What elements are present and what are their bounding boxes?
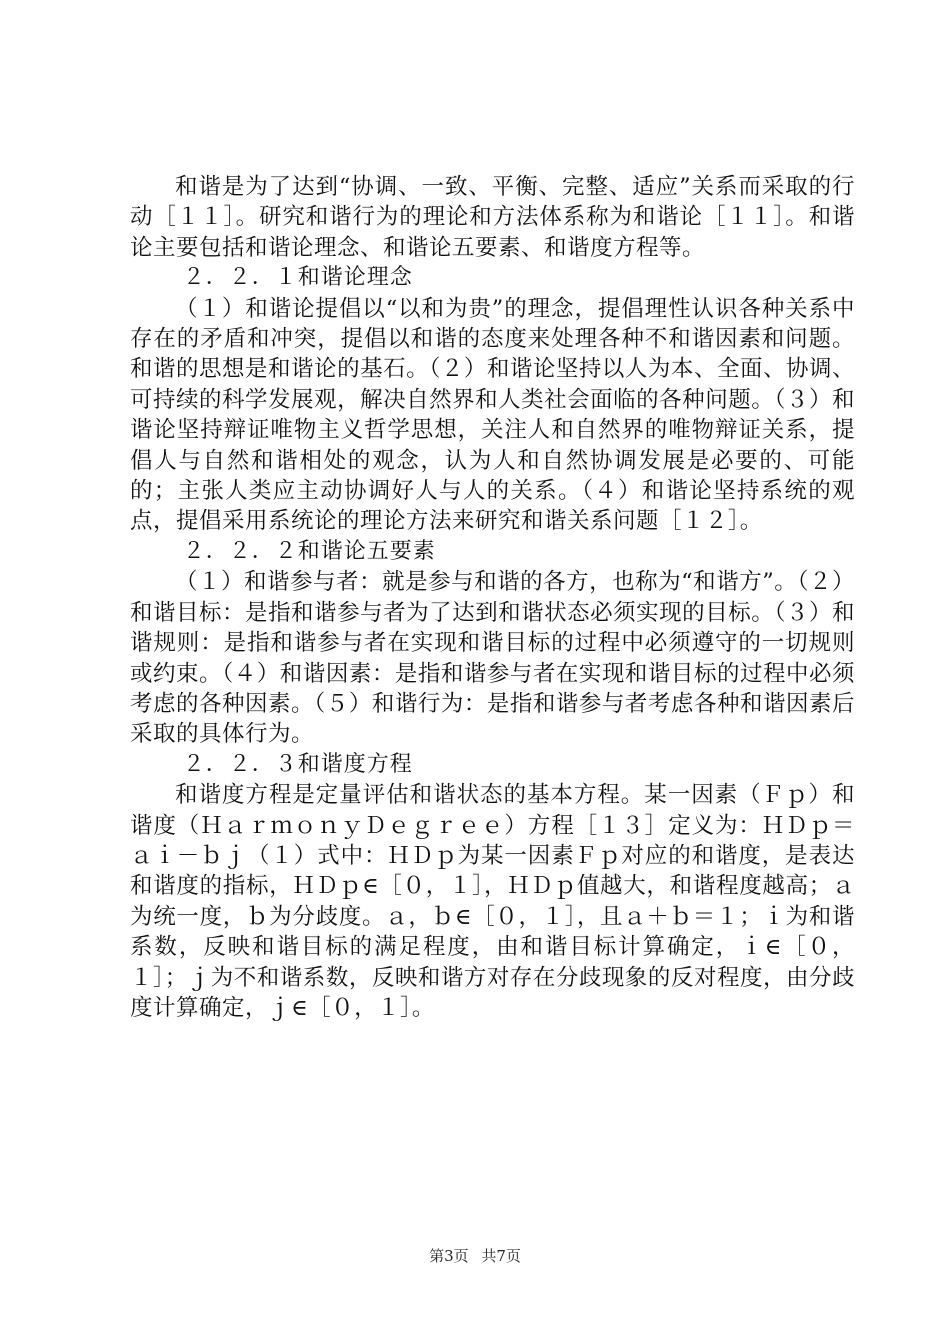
paragraph-harmony-equation: 和谐度方程是定量评估和谐状态的基本方程。某一因素（Ｆｐ）和谐度（ＨａｒｍｏｎｙＤｅｇｒｅｅ）方程［１３］定义为：ＨＤｐ＝ａｉ－ｂｊ（１）式中：ＨＤｐ为某一因素Ｆｐ对应的和谐度，是表达和谐度的指标，ＨＤｐ∈［０，１］，ＨＤｐ值越大，和谐程度越高；ａ为统一度，ｂ为分歧度。ａ，ｂ∈［０，１］，且ａ＋ｂ＝１；ｉ为和谐系数，反映和谐目标的满足程度，由和谐目标计算确定，ｉ∈［０，１］；ｊ为不和谐系数，反映和谐方对存在分歧现象的反对程度，由分歧度计算确定，ｊ∈［０，１］。 — [130, 782, 855, 1021]
section-heading-2-2-2: ２．２．２和谐论五要素 — [182, 538, 436, 564]
page-footer — [0, 1245, 950, 1266]
paragraph-intro: 和谐是为了达到“协调、一致、平衡、完整、适应”关系而采取的行动［１１］。研究和谐行为的理论和方法体系称为和谐论［１１］。和谐论主要包括和谐论理念、和谐论五要素、和谐度方程等。 — [130, 174, 855, 261]
page-number-total: 共7页 — [481, 1247, 521, 1265]
document-body — [130, 172, 855, 1023]
section-heading-2-2-3: ２．２．３和谐度方程 — [182, 751, 413, 777]
section-heading-2-2-1: ２．２．１和谐论理念 — [182, 265, 413, 291]
paragraph-philosophy: （１）和谐论提倡以“以和为贵”的理念，提倡理性认识各种关系中存在的矛盾和冲突，提倡以和谐的态度来处理各种不和谐因素和问题。和谐的思想是和谐论的基石。（２）和谐论坚持以人为本、全面、协调、可持续的科学发展观，解决自然界和人类社会面临的各种问题。（３）和谐论坚持辩证唯物主义哲学思想，关注人和自然界的唯物辩证关系，提倡人与自然和谐相处的观念，认为人和自然协调发展是必要的、可能的；主张人类应主动协调好人与人的关系。（４）和谐论坚持系统的观点，提倡采用系统论的理论方法来研究和谐关系问题［１２］。 — [130, 295, 855, 535]
paragraph-five-elements: （１）和谐参与者：就是参与和谐的各方，也称为“和谐方”。（２）和谐目标：是指和谐参与者为了达到和谐状态必须实现的目标。（３）和谐规则：是指和谐参与者在实现和谐目标的过程中必须遵守的一切规则或约束。（４）和谐因素：是指和谐参与者在实现和谐目标的过程中必须考虑的各种因素。（５）和谐行为：是指和谐参与者考虑各种和谐因素后采取的具体行为。 — [130, 569, 855, 748]
page-number-current: 第3页 — [429, 1247, 469, 1265]
